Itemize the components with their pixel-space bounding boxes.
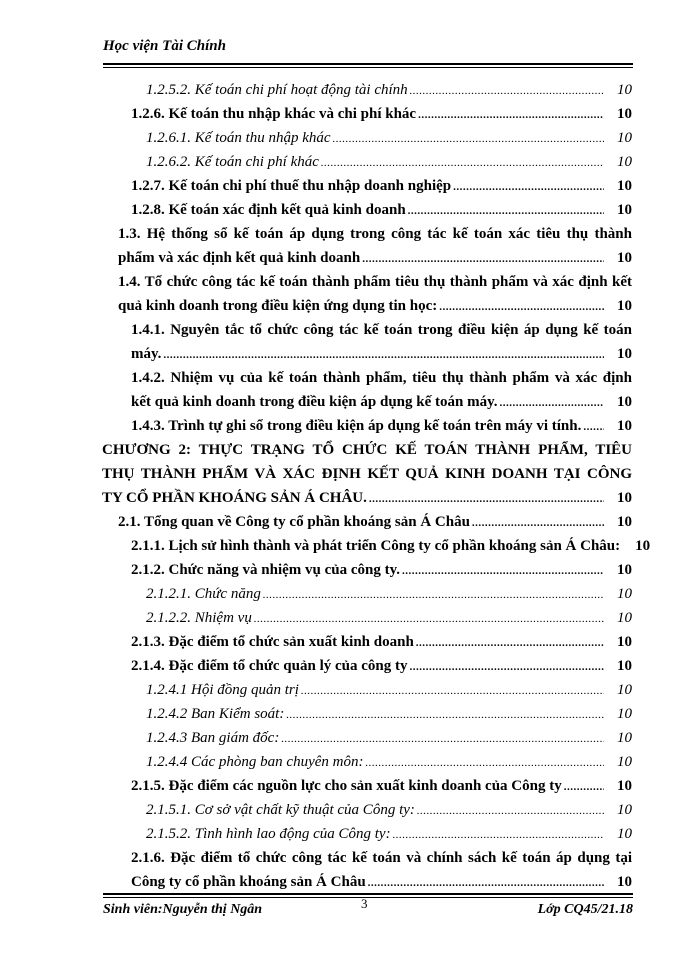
toc-entry-title-line: CHƯƠNG 2: THỰC TRẠNG TỔ CHỨC KẾ TOÁN THÀNH PHẨM, TIÊU	[102, 442, 632, 458]
toc-page-number: 10	[617, 634, 632, 650]
toc-entry[interactable]	[146, 726, 632, 751]
header-rule	[103, 67, 633, 68]
toc-entry-title: 1.2.6. Kế toán thu nhập khác và chi phí khác	[131, 106, 417, 122]
toc-entry-title: 2.1.5. Đặc điểm các nguồn lực cho sản xuất kinh doanh của Công ty	[131, 778, 562, 794]
toc-entry[interactable]	[131, 654, 632, 679]
toc-dot-leader	[564, 775, 604, 799]
toc-dot-leader	[416, 631, 604, 655]
toc-entry[interactable]	[146, 822, 632, 847]
toc-entry[interactable]	[118, 270, 632, 319]
toc-page-number: 10	[617, 298, 632, 314]
toc-entry[interactable]	[131, 318, 632, 367]
toc-entry-title: 1.2.4.1 Hội đồng quản trị	[146, 682, 299, 698]
toc-page-number: 10	[617, 202, 632, 218]
toc-page-number: 10	[617, 130, 632, 146]
toc-entry-title: 2.1.1. Lịch sử hình thành và phát triển Công ty cổ phần khoáng sản Á Châu:	[131, 538, 621, 554]
toc-page-number: 10	[617, 346, 632, 362]
toc-entry-title-line: 2.1.6. Đặc điểm tổ chức công tác kế toán và chính sách kế toán áp dụng tại	[131, 850, 632, 866]
toc-entry-title: 2.1. Tổng quan về Công ty cổ phần khoáng sản Á Châu	[118, 514, 470, 530]
toc-page-number: 10	[617, 394, 632, 410]
toc-page-number: 10	[617, 82, 632, 98]
toc-entry[interactable]	[131, 534, 651, 559]
toc-entry-title: 1.2.8. Kế toán xác định kết quả kinh doanh	[131, 202, 406, 218]
toc-entry-title: 1.4.3. Trình tự ghi sổ trong điều kiện áp dụng kế toán trên máy vi tính.	[131, 418, 582, 434]
toc-entry-title: 1.2.4.3 Ban giám đốc:	[146, 730, 280, 746]
page-number: 3	[361, 896, 368, 911]
header-title: Học viện Tài Chính	[103, 38, 226, 54]
toc-dot-leader	[583, 415, 604, 439]
toc-entry[interactable]	[146, 126, 632, 151]
toc-entry-title-line: 1.3. Hệ thống sổ kế toán áp dụng trong công tác kế toán xác tiêu thụ thành	[118, 226, 632, 242]
toc-dot-leader	[369, 487, 604, 511]
toc-entry[interactable]	[146, 606, 632, 631]
toc-entry[interactable]	[146, 702, 632, 727]
toc-entry-title-line: 1.4.2. Nhiệm vụ của kế toán thành phẩm, tiêu thụ thành phẩm và xác định	[131, 370, 632, 386]
footer-rule	[103, 893, 633, 895]
toc-dot-leader	[410, 79, 604, 103]
toc-entry-title: 2.1.4. Đặc điểm tổ chức quản lý của công ty	[131, 658, 408, 674]
toc-dot-leader	[365, 751, 604, 775]
toc-page-number: 10	[617, 178, 632, 194]
header-rule	[103, 63, 633, 65]
toc-entry-title: 1.2.6.1. Kế toán thu nhập khác	[146, 130, 331, 146]
toc-entry-title: 2.1.2.2. Nhiệm vụ	[146, 610, 252, 626]
toc-dot-leader	[333, 127, 604, 151]
toc-entry[interactable]	[146, 78, 632, 103]
toc-entry-title: 2.1.5.1. Cơ sở vật chất kỹ thuật của Công ty:	[146, 802, 415, 818]
toc-entry-title-line: THỤ THÀNH PHẨM VÀ XÁC ĐỊNH KẾT QUẢ KINH DOANH TẠI CÔNG	[102, 466, 632, 482]
toc-entry-title-line: Công ty cổ phần khoáng sản Á Châu	[131, 874, 366, 890]
toc-page-number: 10	[617, 682, 632, 698]
toc-entry[interactable]	[118, 222, 632, 271]
toc-entry[interactable]	[131, 774, 632, 799]
toc-entry[interactable]	[131, 414, 632, 439]
toc-page-number: 10	[617, 706, 632, 722]
toc-entry-title: 1.2.5.2. Kế toán chi phí hoạt động tài chính	[146, 82, 408, 98]
toc-entry-title: 1.2.4.2 Ban Kiểm soát:	[146, 706, 285, 722]
footer-rule	[103, 897, 633, 898]
toc-page-number: 10	[617, 586, 632, 602]
toc-entry-title-line: 1.4. Tổ chức công tác kế toán thành phẩm tiêu thụ thành phẩm và xác định kết	[118, 274, 632, 290]
toc-entry[interactable]	[131, 174, 632, 199]
toc-entry-title: 2.1.3. Đặc điểm tổ chức sản xuất kinh doanh	[131, 634, 414, 650]
toc-page-number: 10	[617, 106, 632, 122]
toc-dot-leader	[286, 703, 604, 727]
toc-entry[interactable]	[146, 798, 632, 823]
toc-page-number: 10	[617, 418, 632, 434]
toc-dot-leader	[418, 103, 604, 127]
toc-page-number: 10	[617, 778, 632, 794]
toc-entry[interactable]	[131, 630, 632, 655]
toc-entry[interactable]	[131, 102, 632, 127]
toc-dot-leader	[362, 247, 604, 271]
toc-entry-title: 1.2.4.4 Các phòng ban chuyên môn:	[146, 754, 364, 770]
toc-dot-leader	[417, 799, 604, 823]
toc-entry-title-line: phẩm và xác định kết quả kinh doanh	[118, 250, 361, 266]
toc-dot-leader	[393, 823, 604, 847]
toc-dot-leader	[439, 295, 604, 319]
toc-dot-leader	[301, 679, 604, 703]
toc-dot-leader	[500, 391, 604, 415]
toc-page-number: 10	[617, 610, 632, 626]
toc-page-number: 10	[617, 730, 632, 746]
toc-entry[interactable]	[146, 750, 632, 775]
toc-entry[interactable]	[131, 558, 632, 583]
toc-entry-title-line: quả kinh doanh trong điều kiện ứng dụng tin học:	[118, 298, 438, 314]
toc-entry-title-line: 1.4.1. Nguyên tắc tổ chức công tác kế toán trong điều kiện áp dụng kế toán	[131, 322, 632, 338]
toc-dot-leader	[408, 199, 604, 223]
toc-page-number: 10	[617, 826, 632, 842]
toc-dot-leader	[368, 871, 604, 895]
toc-page-number: 10	[617, 250, 632, 266]
toc-page-number: 10	[617, 514, 632, 530]
toc-dot-leader	[321, 151, 604, 175]
toc-entry[interactable]	[146, 582, 632, 607]
toc-entry[interactable]	[102, 438, 632, 511]
toc-page-number: 10	[617, 154, 632, 170]
toc-dot-leader	[263, 583, 604, 607]
toc-dot-leader	[402, 559, 604, 583]
toc-dot-leader	[472, 511, 604, 535]
footer-class: Lớp CQ45/21.18	[537, 902, 633, 917]
toc-entry-title: 2.1.2.1. Chức năng	[146, 586, 261, 602]
toc-entry-title: 2.1.2. Chức năng và nhiệm vụ của công ty.	[131, 562, 401, 578]
toc-dot-leader	[254, 607, 604, 631]
toc-entry-title-line: TY CỔ PHẦN KHOÁNG SẢN Á CHÂU.	[102, 490, 367, 506]
toc-page-number: 10	[617, 658, 632, 674]
toc-dot-leader	[281, 727, 604, 751]
toc-page-number: 10	[617, 562, 632, 578]
toc-page-number: 10	[617, 874, 632, 890]
page-header	[103, 38, 633, 55]
toc-entry[interactable]	[131, 846, 632, 895]
toc-entry-title: 2.1.5.2. Tình hình lao động của Công ty:	[146, 826, 391, 842]
toc-entry-title: 1.2.7. Kế toán chi phí thuế thu nhập doanh nghiệp	[131, 178, 452, 194]
toc-dot-leader	[453, 175, 604, 199]
toc-page-number: 10	[635, 538, 651, 554]
toc-entry[interactable]	[118, 510, 632, 535]
toc-entry[interactable]	[131, 366, 632, 415]
toc-entry[interactable]	[131, 198, 632, 223]
toc-dot-leader	[410, 655, 605, 679]
toc-entry-title-line: máy.	[131, 346, 162, 362]
toc-entry-title-line: kết quả kinh doanh trong điều kiện áp dụng kế toán máy.	[131, 394, 498, 410]
toc-page-number: 10	[617, 802, 632, 818]
toc-dot-leader	[163, 343, 604, 367]
toc-entry[interactable]	[146, 150, 632, 175]
toc-entry-title: 1.2.6.2. Kế toán chi phí khác	[146, 154, 319, 170]
footer-student-name: Sinh viên:Nguyễn thị Ngân	[103, 902, 263, 917]
toc-page-number: 10	[617, 490, 632, 506]
toc-entry[interactable]	[146, 678, 632, 703]
toc-page-number: 10	[617, 754, 632, 770]
